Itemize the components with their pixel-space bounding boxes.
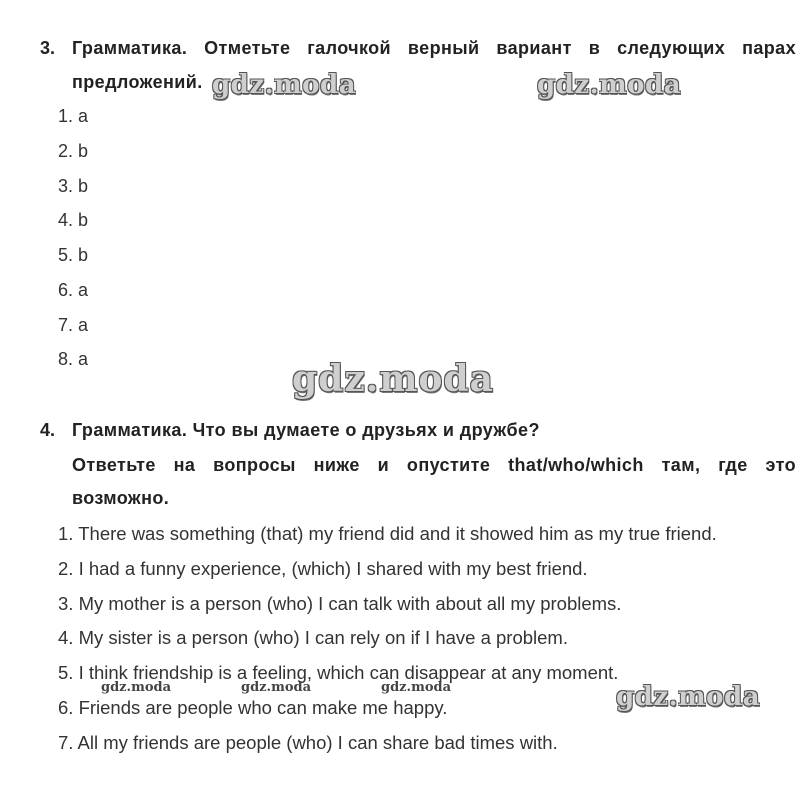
answer-item-8: 8. a [58, 349, 89, 369]
watermark-small: gdz.moda [101, 680, 172, 695]
answer-item-7: 7. a [58, 315, 89, 335]
sentence-2: 2. I had a funny experience, (which) I shared with my best friend. [58, 558, 588, 579]
section-4-number: 4. [40, 420, 56, 440]
watermark: gdz.moda [292, 358, 494, 400]
answer-item-6: 6. a [58, 280, 89, 300]
sentence-7: 7. All my friends are people (who) I can share bad times with. [58, 732, 558, 753]
sentence-3: 3. My mother is a person (who) I can talk with about all my problems. [58, 593, 622, 614]
section-3-heading-line2: предложений. [72, 72, 203, 92]
watermark-small: gdz.moda [381, 680, 452, 695]
answer-item-3: 3. b [58, 176, 89, 196]
answer-item-5: 5. b [58, 245, 89, 265]
watermark: gdz.moda [212, 70, 357, 100]
answer-item-2: 2. b [58, 141, 89, 161]
section-3-number: 3. [40, 38, 56, 58]
section-4-heading: Грамматика. Что вы думаете о друзьях и дружбе? [72, 420, 540, 440]
sentence-4: 4. My sister is a person (who) I can rely on if I have a problem. [58, 627, 568, 648]
section-3-heading-line1: Грамматика. Отметьте галочкой верный вариант в следующих парах [72, 38, 796, 58]
section-4-instruction-line2: возможно. [72, 488, 170, 508]
answer-item-1: 1. a [58, 106, 89, 126]
answer-item-4: 4. b [58, 210, 89, 230]
sentence-1: 1. There was something (that) my friend did and it showed him as my true friend. [58, 523, 717, 544]
watermark-small: gdz.moda [241, 680, 312, 695]
watermark: gdz.moda [616, 682, 761, 712]
section-4-instruction-line1: Ответьте на вопросы ниже и опустите that/who/which там, где это [72, 455, 796, 475]
sentence-6: 6. Friends are people who can make me happy. [58, 697, 448, 718]
watermark: gdz.moda [537, 70, 682, 100]
sentence-5: 5. I think friendship is a feeling, which can disappear at any moment. [58, 662, 619, 683]
